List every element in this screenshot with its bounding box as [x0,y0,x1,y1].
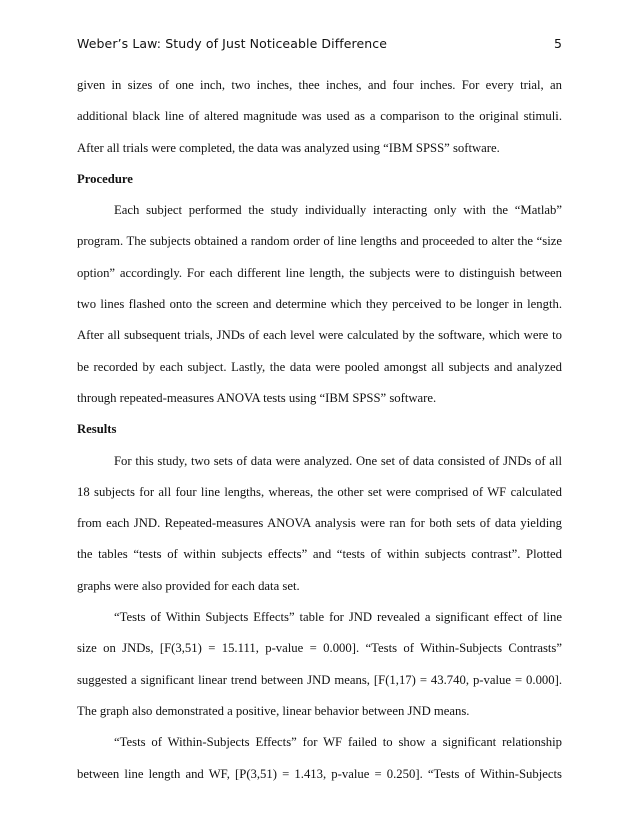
section-heading-procedure: Procedure [77,171,133,186]
paragraph-jnd-results: “Tests of Within Subjects Effects” table for JND revealed a significant effect of line size on JNDs, [F(3,51) = 15.111, p-value = 0.000]. “Tests of Within-Subjects Contrasts” suggested a significant linear trend between JND means, [F(1,17) = 43.740, p-value = 0.000]. The graph also demonstrated a positive, linear behavior between JND means. [77,610,562,718]
body-text [77,70,562,790]
running-title: Weber’s Law: Study of Just Noticeable Difference [77,36,388,51]
paragraph-procedure: Each subject performed the study individually interacting only with the “Matlab” program. The subjects obtained a random order of line lengths and proceeded to alter the “size option” accordingly. For each different line length, the subjects were to distinguish between two lines flashed onto the screen and determine which they perceived to be longer in length. After all subsequent trials, JNDs of each level were calculated by the software, which were to be recorded by each subject. Lastly, the data were pooled amongst all subjects and analyzed through repeated-measures ANOVA tests using “IBM SPSS” software. [77,203,562,405]
paragraph-results-overview: For this study, two sets of data were analyzed. One set of data consisted of JNDs of all 18 subjects for all four line lengths, whereas, the other set were comprised of WF calculated from each JND. Repeated-measures ANOVA analysis were ran for both sets of data yielding the tables “tests of within subjects effects” and “tests of within subjects contrast”. Plotted graphs were also provided for each data set. [77,453,562,593]
page-number: 5 [553,36,562,51]
running-head [77,36,562,51]
section-heading-results: Results [77,422,117,437]
paragraph-materials-continued: given in sizes of one inch, two inches, thee inches, and four inches. For every trial, an additional black line of altered magnitude was used as a comparison to the original stimuli. After all trials were completed, the data was analyzed using “IBM SPSS” software. [77,78,562,155]
paragraph-wf-results: “Tests of Within-Subjects Effects” for WF failed to show a significant relationship between line length and WF, [P(3,51) = 1.413, p-value = 0.250]. “Tests of Within-Subjects [77,735,562,781]
